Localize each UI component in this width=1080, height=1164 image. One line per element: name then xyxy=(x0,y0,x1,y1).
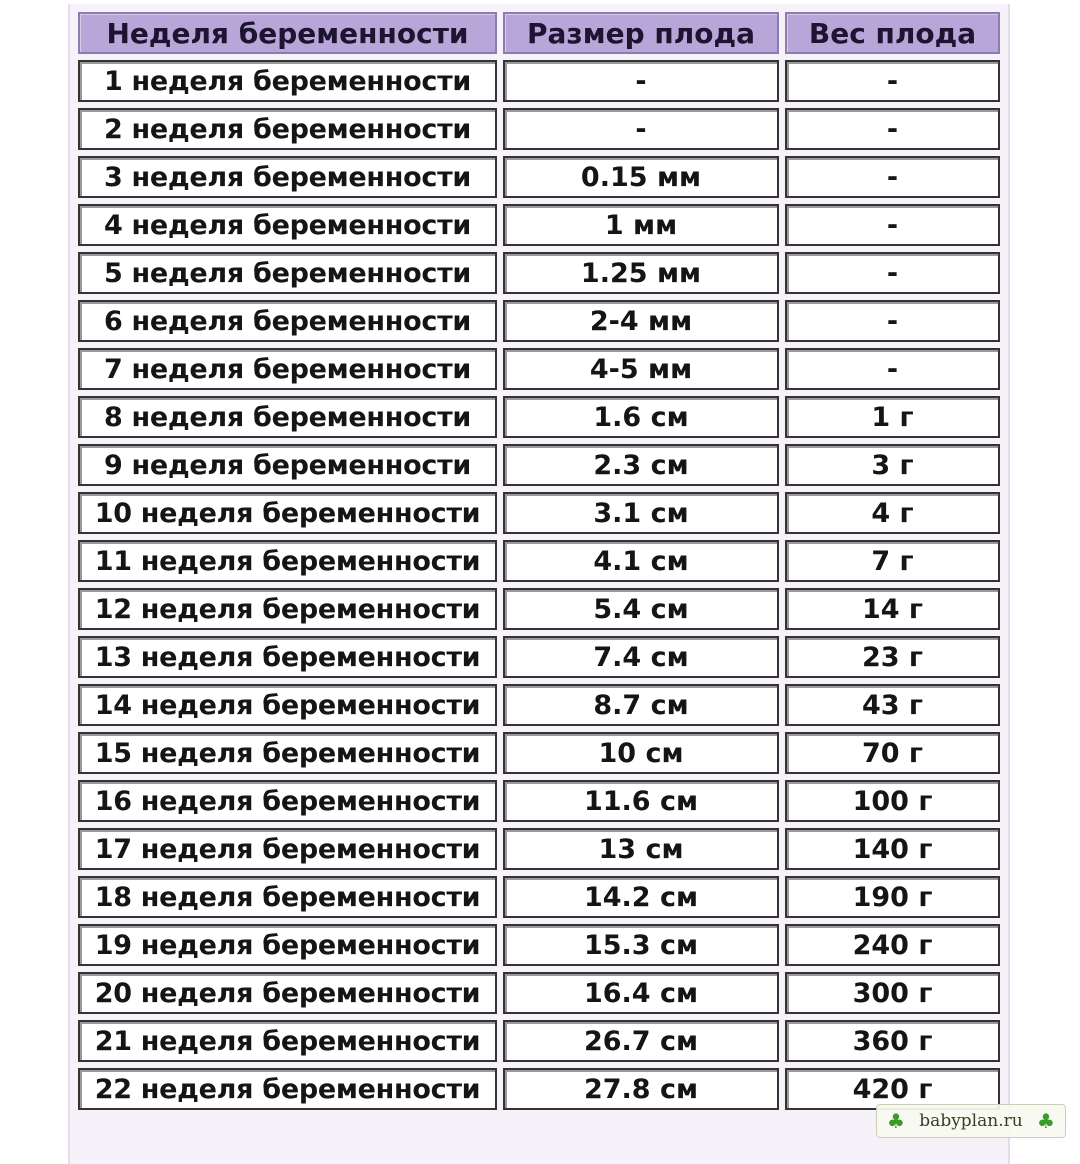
week-cell: 15 неделя беременности xyxy=(78,732,497,774)
week-cell: 9 неделя беременности xyxy=(78,444,497,486)
size-cell: 0.15 мм xyxy=(503,156,779,198)
week-cell: 22 неделя беременности xyxy=(78,1068,497,1110)
weight-cell: 7 г xyxy=(785,540,1000,582)
table-row xyxy=(78,780,1000,822)
week-cell: 14 неделя беременности xyxy=(78,684,497,726)
week-cell: 4 неделя беременности xyxy=(78,204,497,246)
table-row xyxy=(78,300,1000,342)
table-row xyxy=(78,252,1000,294)
week-cell: 7 неделя беременности xyxy=(78,348,497,390)
weight-cell: 43 г xyxy=(785,684,1000,726)
size-cell: 1.6 см xyxy=(503,396,779,438)
pregnancy-size-table xyxy=(72,6,1006,1116)
week-cell: 2 неделя беременности xyxy=(78,108,497,150)
size-cell: 8.7 см xyxy=(503,684,779,726)
table-row xyxy=(78,444,1000,486)
site-watermark xyxy=(876,1104,1066,1138)
header-week: Неделя беременности xyxy=(78,12,497,54)
week-cell: 20 неделя беременности xyxy=(78,972,497,1014)
size-cell: 1 мм xyxy=(503,204,779,246)
table-body xyxy=(78,60,1000,1110)
week-cell: 16 неделя беременности xyxy=(78,780,497,822)
week-cell: 21 неделя беременности xyxy=(78,1020,497,1062)
size-cell: 4-5 мм xyxy=(503,348,779,390)
size-cell: 5.4 см xyxy=(503,588,779,630)
weight-cell: 190 г xyxy=(785,876,1000,918)
table-row xyxy=(78,924,1000,966)
weight-cell: - xyxy=(785,348,1000,390)
size-cell: 3.1 см xyxy=(503,492,779,534)
week-cell: 5 неделя беременности xyxy=(78,252,497,294)
size-cell: 13 см xyxy=(503,828,779,870)
size-cell: 27.8 см xyxy=(503,1068,779,1110)
table-row xyxy=(78,588,1000,630)
table-row xyxy=(78,540,1000,582)
size-cell: 4.1 см xyxy=(503,540,779,582)
size-cell: 10 см xyxy=(503,732,779,774)
weight-cell: 240 г xyxy=(785,924,1000,966)
size-cell: 1.25 мм xyxy=(503,252,779,294)
size-cell: 16.4 см xyxy=(503,972,779,1014)
size-cell: 26.7 см xyxy=(503,1020,779,1062)
table-row xyxy=(78,204,1000,246)
weight-cell: - xyxy=(785,252,1000,294)
table-row xyxy=(78,60,1000,102)
week-cell: 11 неделя беременности xyxy=(78,540,497,582)
watermark-text: babyplan.ru xyxy=(919,1111,1023,1131)
header-row xyxy=(78,12,1000,54)
weight-cell: 14 г xyxy=(785,588,1000,630)
weight-cell: 420 г xyxy=(785,1068,1000,1110)
week-cell: 8 неделя беременности xyxy=(78,396,497,438)
table-row xyxy=(78,348,1000,390)
size-cell: 14.2 см xyxy=(503,876,779,918)
weight-cell: - xyxy=(785,204,1000,246)
weight-cell: - xyxy=(785,108,1000,150)
weight-cell: 4 г xyxy=(785,492,1000,534)
weight-cell: - xyxy=(785,60,1000,102)
weight-cell: 1 г xyxy=(785,396,1000,438)
weight-cell: 23 г xyxy=(785,636,1000,678)
table-row xyxy=(78,156,1000,198)
size-cell: 7.4 см xyxy=(503,636,779,678)
table-row xyxy=(78,396,1000,438)
table-row xyxy=(78,636,1000,678)
header-weight: Вес плода xyxy=(785,12,1000,54)
size-cell: - xyxy=(503,108,779,150)
clover-icon: ♣ xyxy=(887,1109,905,1133)
size-cell: 11.6 см xyxy=(503,780,779,822)
week-cell: 17 неделя беременности xyxy=(78,828,497,870)
week-cell: 3 неделя беременности xyxy=(78,156,497,198)
weight-cell: 360 г xyxy=(785,1020,1000,1062)
week-cell: 13 неделя беременности xyxy=(78,636,497,678)
weight-cell: 3 г xyxy=(785,444,1000,486)
table-row xyxy=(78,1068,1000,1110)
size-cell: 15.3 см xyxy=(503,924,779,966)
size-cell: 2-4 мм xyxy=(503,300,779,342)
size-cell: 2.3 см xyxy=(503,444,779,486)
header-size: Размер плода xyxy=(503,12,779,54)
table-row xyxy=(78,876,1000,918)
table-row xyxy=(78,972,1000,1014)
week-cell: 10 неделя беременности xyxy=(78,492,497,534)
clover-icon: ♣ xyxy=(1037,1109,1055,1133)
table-row xyxy=(78,108,1000,150)
weight-cell: 100 г xyxy=(785,780,1000,822)
table-row xyxy=(78,684,1000,726)
weight-cell: - xyxy=(785,300,1000,342)
week-cell: 12 неделя беременности xyxy=(78,588,497,630)
weight-cell: 300 г xyxy=(785,972,1000,1014)
week-cell: 19 неделя беременности xyxy=(78,924,497,966)
table-row xyxy=(78,732,1000,774)
week-cell: 18 неделя беременности xyxy=(78,876,497,918)
week-cell: 6 неделя беременности xyxy=(78,300,497,342)
week-cell: 1 неделя беременности xyxy=(78,60,497,102)
weight-cell: 140 г xyxy=(785,828,1000,870)
table-row xyxy=(78,492,1000,534)
table-row xyxy=(78,828,1000,870)
weight-cell: 70 г xyxy=(785,732,1000,774)
size-cell: - xyxy=(503,60,779,102)
weight-cell: - xyxy=(785,156,1000,198)
table-row xyxy=(78,1020,1000,1062)
